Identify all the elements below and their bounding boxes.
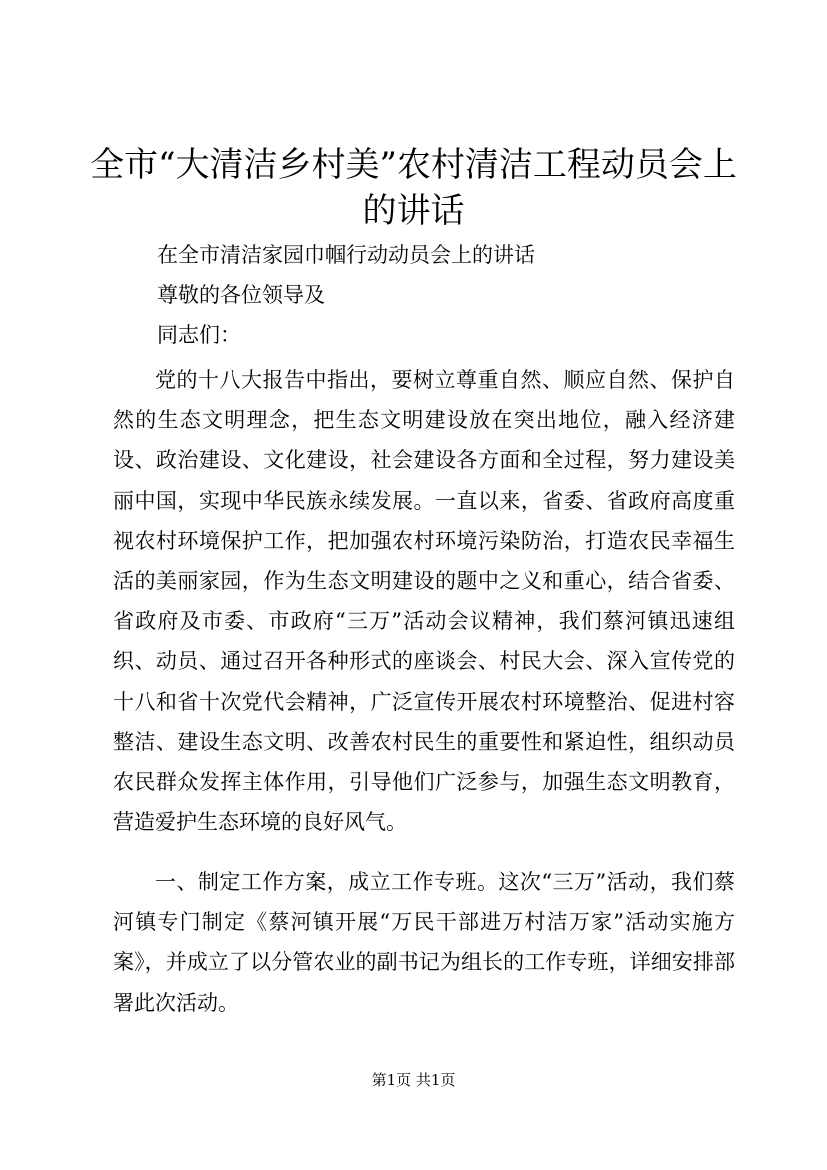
document-subtitle: 在全市清洁家园巾帼行动动员会上的讲话 bbox=[157, 243, 535, 267]
body-paragraph-2: 一、制定工作方案，成立工作专班。这次“三万”活动，我们蔡河镇专门制定《蔡河镇开展“万民干部进万村洁万家”活动实施方案》，并成立了以分管农业的副书记为组长的工作专班，详细安排部署此次活动。 bbox=[113, 870, 735, 1015]
page-number-footer: 第1页 共1页 bbox=[371, 1071, 456, 1089]
document-title: 全市“大清洁乡村美”农村清洁工程动员会上的讲话 bbox=[90, 145, 737, 231]
body-paragraph-1: 党的十八大报告中指出，要树立尊重自然、顺应自然、保护自然的生态文明理念，把生态文明建设放在突出地位，融入经济建设、政治建设、文化建设，社会建设各方面和全过程，努力建设美丽中国，实现中华民族永续发展。一直以来，省委、省政府高度重视农村环境保护工作，把加强农村环境污染防治，打造农民幸福生活的美丽家园，作为生态文明建设的题中之义和重心，结合省委、省政府及市委、市政府“三万”活动会议精神，我们蔡河镇迅速组织、动员、通过召开各种形式的座谈会、村民大会、深入宣传党的十八和省十次党代会精神，广泛宣传开展农村环境整治、促进村容整洁、建设生态文明、改善农村民生的重要性和紧迫性，组织动员农民群众发挥主体作用，引导他们广泛参与，加强生态文明教育，营造爱护生态环境的良好风气。 bbox=[113, 368, 735, 835]
salutation-line-2: 同志们： bbox=[157, 323, 241, 347]
salutation-line-1: 尊敬的各位领导及 bbox=[157, 283, 325, 307]
